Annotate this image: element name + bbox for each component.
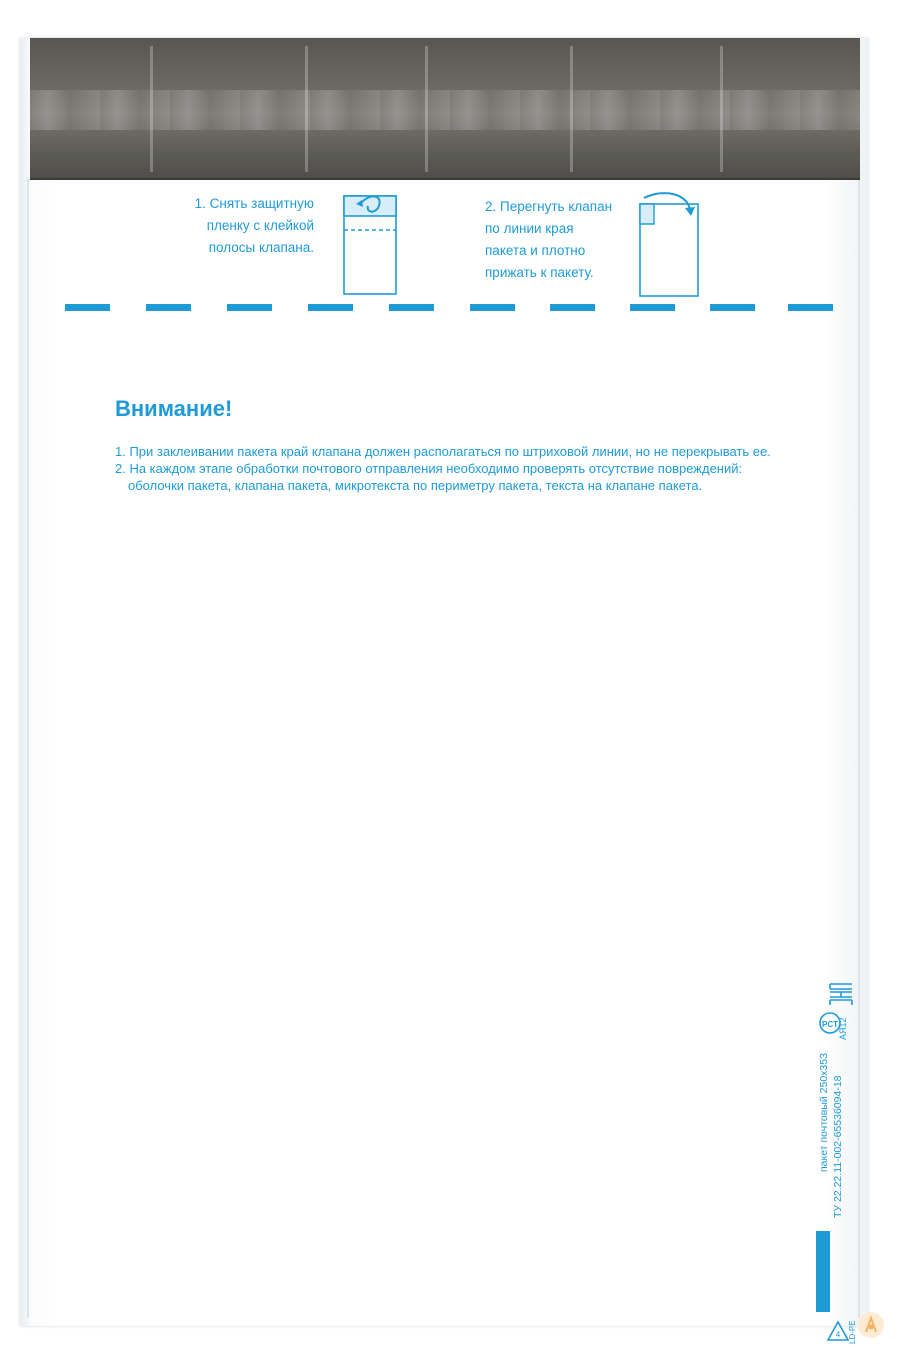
side-color-bar [816, 1231, 830, 1312]
fold-line-dash [308, 304, 353, 311]
warning-line-3: оболочки пакета, клапана пакета, микротекста по периметру пакета, текста на клапане пакета. [128, 478, 703, 493]
instruction-step-1: 1. Снять защитную пленку с клейкой полосы клапана. [194, 196, 314, 255]
strip-crease [305, 46, 308, 172]
cert-mark: PCT [822, 1020, 838, 1029]
strip-crease [570, 46, 573, 172]
instruction-step-2: 2. Перегнуть клапан по линии края пакета и плотно прижать к пакету. [485, 199, 613, 280]
warning-line-2: 2. На каждом этапе обработки почтового отправления необходимо проверять отсутствие повреждений: [115, 461, 743, 476]
product-standard: ТУ 22.22.11-002-65536094-18 [832, 1075, 844, 1218]
warning-line-1: 1. При заклеивании пакета край клапана должен располагаться по штриховой линии, но не перекрывать ее. [115, 444, 771, 459]
peel-strip-icon [338, 188, 402, 300]
recycle-material: LD-PE [848, 1320, 857, 1344]
watermark-logo-icon [856, 1310, 886, 1340]
right-seam [858, 178, 860, 1318]
fold-line-dash [710, 304, 755, 311]
fold-line-dash [65, 304, 110, 311]
postal-bag [20, 38, 868, 1344]
left-seam [27, 178, 29, 1318]
fold-line-dash [389, 304, 434, 311]
rst-certification-icon [818, 1006, 842, 1040]
strip-crease [425, 46, 428, 172]
warning-title: Внимание! [115, 396, 233, 421]
product-name: пакет почтовый 250х353 [818, 1053, 830, 1172]
recycle-code: 4 [835, 1330, 841, 1339]
fold-line-dash [630, 304, 675, 311]
fold-line-dash [550, 304, 595, 311]
fold-line-dash [146, 304, 191, 311]
strip-crease [720, 46, 723, 172]
fold-line-dash [788, 304, 833, 311]
adhesive-protective-strip[interactable] [30, 38, 860, 180]
strip-glare [30, 90, 860, 130]
eac-icon [828, 982, 854, 1006]
fold-line-dash [227, 304, 272, 311]
cert-code: АЯ12 [838, 1017, 848, 1040]
strip-crease [150, 46, 153, 172]
fold-line-dash [470, 304, 515, 311]
fold-flap-icon [634, 190, 710, 302]
